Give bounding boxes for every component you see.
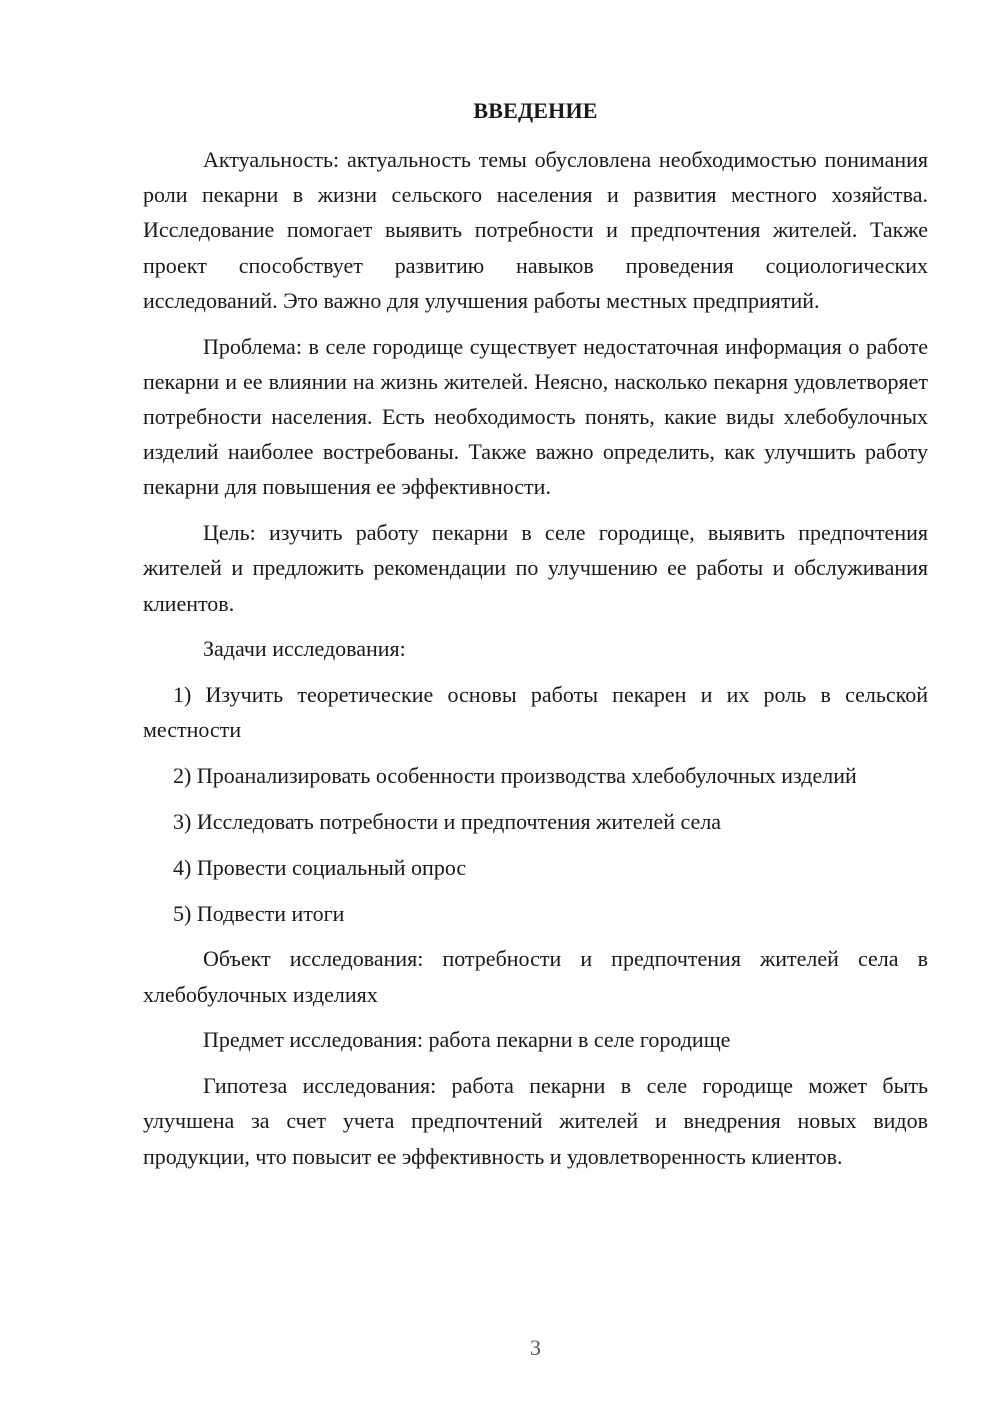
relevance-paragraph: Актуальность: актуальность темы обусловлена необходимостью понимания роли пекарни в жизни сельского населения и развития местного хозяйства. Исследование помогает выявить потребности и предпочтения жителей. Также проект способствует развитию навыков проведения социологических исследований. Это важно для улучшения работы местных предприятий. bbox=[143, 147, 928, 313]
hypothesis-paragraph: Гипотеза исследования: работа пекарни в селе городище может быть улучшена за счет учета предпочтений жителей и внедрения новых видов продукции, что повысит ее эффективность и удовлетворенность клиентов. bbox=[143, 1073, 928, 1169]
section-title: ВВЕДЕНИЕ bbox=[473, 98, 598, 123]
object-paragraph: Объект исследования: потребности и предпочтения жителей села в хлебобулочных изделиях bbox=[143, 946, 928, 1007]
document-page bbox=[143, 0, 928, 1414]
task-item-4: 4) Провести социальный опрос bbox=[173, 854, 467, 880]
goal-paragraph: Цель: изучить работу пекарни в селе городище, выявить предпочтения жителей и предложить рекомендации по улучшению ее работы и обслуживания клиентов. bbox=[143, 520, 928, 616]
body-text bbox=[143, 142, 928, 1174]
task-item-3: 3) Исследовать потребности и предпочтения жителей села bbox=[173, 809, 722, 835]
problem-paragraph: Проблема: в селе городище существует недостаточная информация о работе пекарни и ее влиянии на жизнь жителей. Неясно, насколько пекарня удовлетворяет потребности населения. Есть необходимость понять, какие виды хлебобулочных изделий наиболее востребованы. Также важно определить, как улучшить работу пекарни для повышения ее эффективности. bbox=[143, 333, 928, 500]
page-number: 3 bbox=[530, 1335, 541, 1360]
task-item-2: 2) Проанализировать особенности производства хлебобулочных изделий bbox=[173, 763, 857, 789]
tasks-heading: Задачи исследования: bbox=[203, 636, 406, 662]
task-item-1: 1) Изучить теоретические основы работы пекарен и их роль в сельской местности bbox=[143, 682, 928, 743]
task-item-5: 5) Подвести итоги bbox=[173, 900, 345, 926]
subject-paragraph: Предмет исследования: работа пекарни в селе городище bbox=[203, 1027, 731, 1053]
